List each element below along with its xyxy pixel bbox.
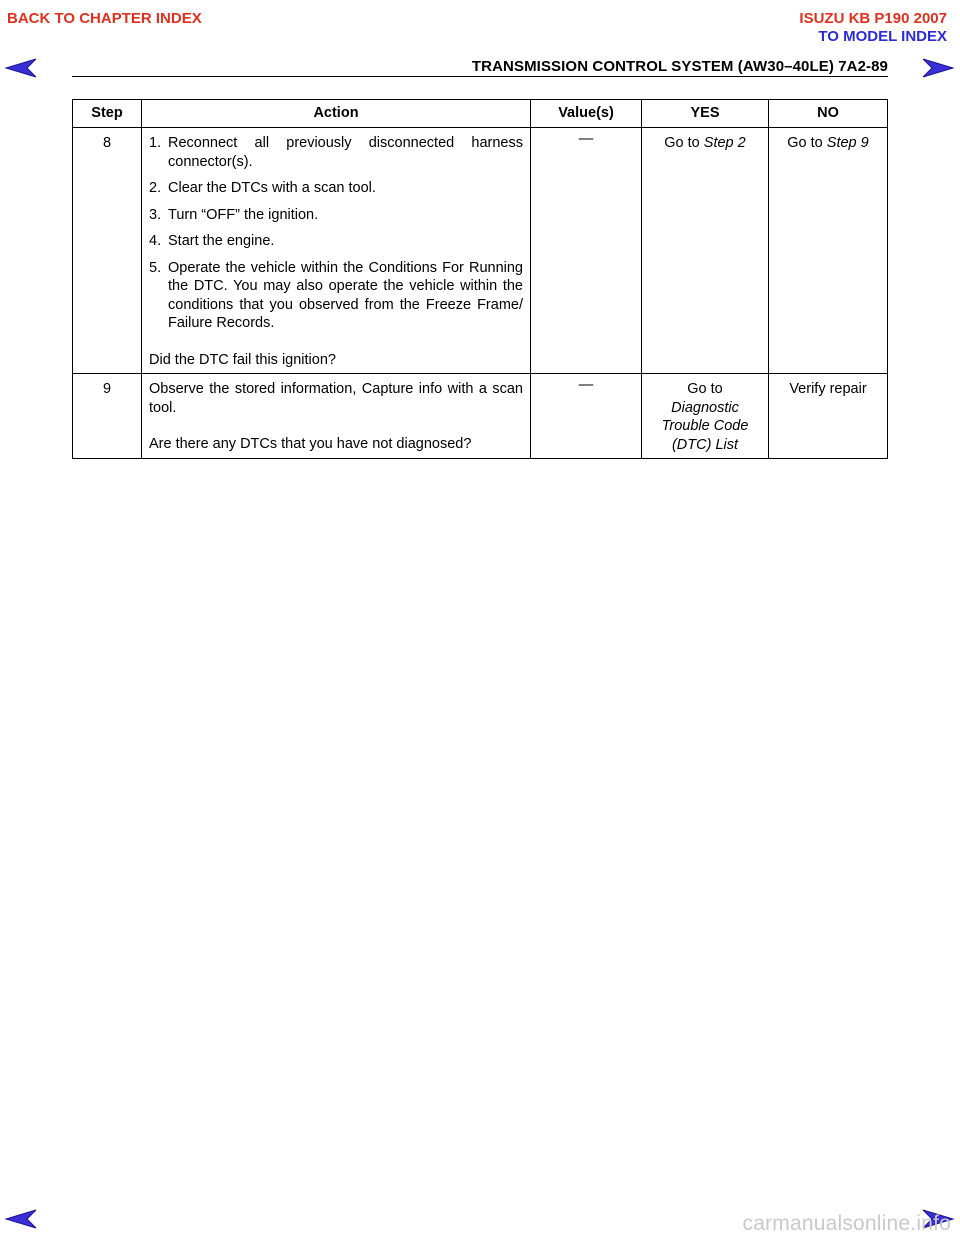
previous-page-arrow-icon[interactable] xyxy=(4,1208,38,1230)
column-header-action: Action xyxy=(142,100,531,128)
diagnostic-question: Are there any DTCs that you have not diagnosed? xyxy=(149,436,472,452)
yes-cell: Go to Step 2 xyxy=(642,128,769,374)
table-row-step-9 xyxy=(73,374,888,459)
no-cell: Verify repair xyxy=(769,374,888,459)
list-item: 1. Reconnect all previously disconnected harness connector(s). xyxy=(149,135,523,170)
previous-page-arrow-icon[interactable] xyxy=(4,57,38,79)
dtc-list-link[interactable]: Diagnostic Trouble Code (DTC) List xyxy=(661,399,749,453)
yes-cell: Go to Diagnostic Trouble Code (DTC) List xyxy=(642,374,769,459)
action-cell xyxy=(142,128,531,374)
table-header-row xyxy=(73,100,888,128)
step-9-link[interactable]: Step 9 xyxy=(826,135,869,151)
list-item: 2. Clear the DTCs with a scan tool. xyxy=(149,180,376,196)
action-text: Observe the stored information, Capture info with a scan tool. xyxy=(149,381,523,416)
next-page-arrow-icon[interactable] xyxy=(921,57,955,79)
step-number: 9 xyxy=(73,374,142,459)
list-item: 3. Turn “OFF” the ignition. xyxy=(149,206,319,223)
to-model-index-link[interactable]: TO MODEL INDEX xyxy=(818,28,947,45)
list-item: 5. Operate the vehicle within the Conditions For Running the DTC. You may also operate the vehicle within the conditions that you observed from the Freeze Frame/ Failure Records. xyxy=(149,259,523,331)
column-header-no: NO xyxy=(769,100,888,128)
watermark: carmanualsonline.info xyxy=(742,1212,951,1235)
back-to-chapter-index-link[interactable]: BACK TO CHAPTER INDEX xyxy=(7,10,202,27)
diagnostic-table xyxy=(72,99,888,459)
column-header-step: Step xyxy=(73,100,142,128)
model-index-links xyxy=(799,10,947,46)
table-row-step-8 xyxy=(73,128,888,374)
action-cell xyxy=(142,374,531,459)
no-cell: Go to Step 9 xyxy=(769,128,888,374)
list-item: 4. Start the engine. xyxy=(149,233,275,249)
model-title-link[interactable]: ISUZU KB P190 2007 xyxy=(799,10,947,27)
diagnostic-question: Did the DTC fail this ignition? xyxy=(149,351,336,368)
column-header-yes: YES xyxy=(642,100,769,128)
header-divider xyxy=(72,76,888,77)
action-steps-list xyxy=(149,134,523,333)
value-cell: — xyxy=(531,374,642,459)
column-header-values: Value(s) xyxy=(531,100,642,128)
step-number: 8 xyxy=(73,128,142,374)
step-2-link[interactable]: Step 2 xyxy=(703,135,746,151)
page-title: TRANSMISSION CONTROL SYSTEM (AW30–40LE) 7A2-89 xyxy=(471,58,888,75)
value-cell: — xyxy=(531,128,642,374)
